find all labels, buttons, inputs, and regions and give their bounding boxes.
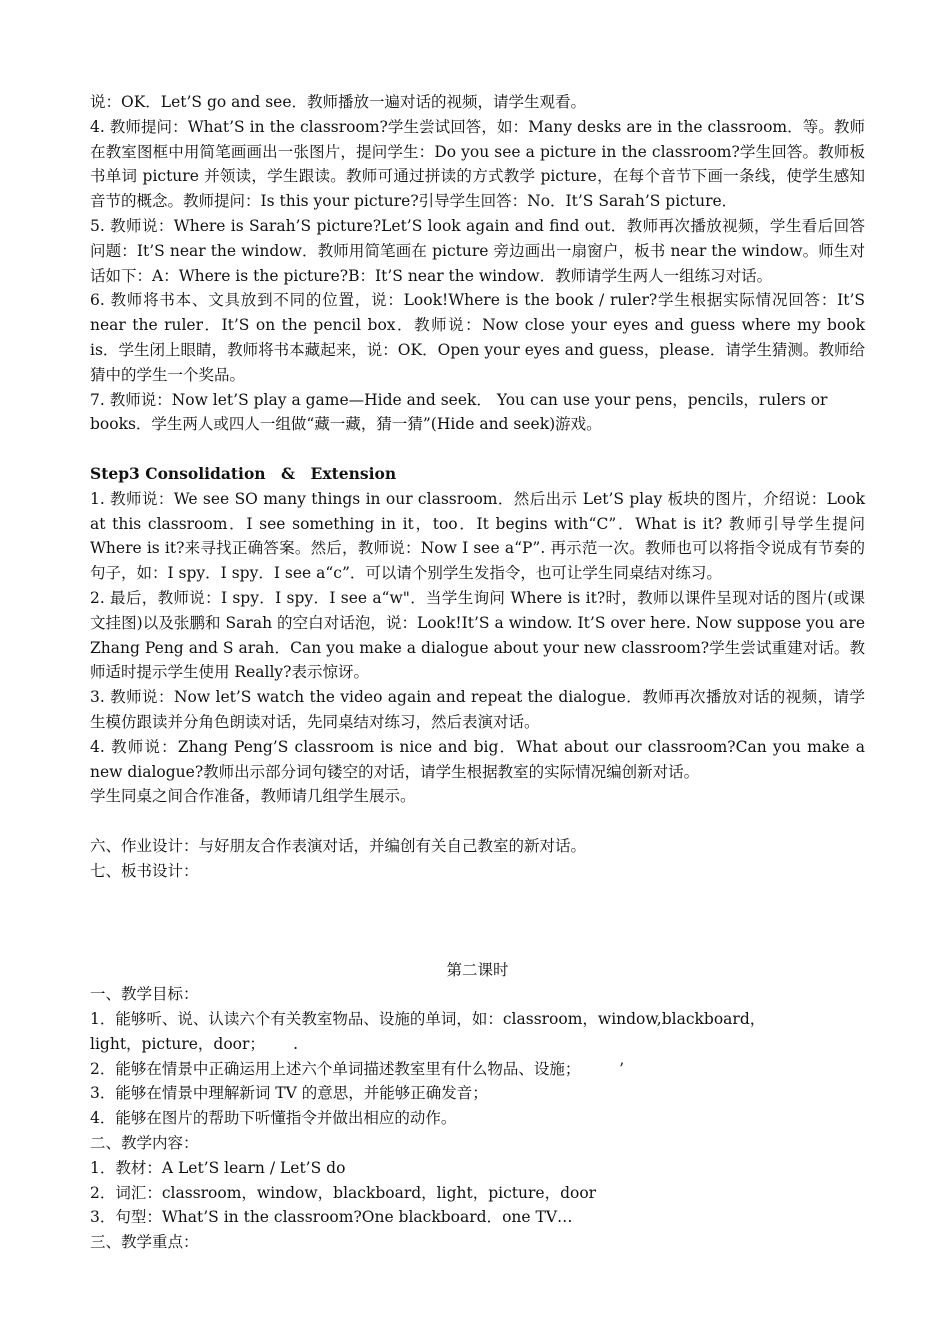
paragraph: 2．能够在情景中正确运用上述六个单词描述教室里有什么物品、设施； ’ [90,1059,625,1078]
paragraph: 2．词汇：classroom，window，blackboard，light，picture，door [90,1183,597,1202]
paragraph: 1．教材：A Let’S learn / Let’S do [90,1158,346,1177]
blank-line [90,437,865,462]
blank-line [90,809,865,834]
paragraph: 4. 教师说：Zhang Peng’S classroom is nice and big．What about our classroom?Can you make a new dialogue?教师出示部分词句镂空的对话，请学生根据教室的实际情况编创新对话。 [90,737,870,781]
paragraph: 2. 最后，教师说：I spy．I spy．I see a“w"．当学生询问 Where is it?时，教师以课件呈现对话的图片(或课文挂图)以及张鹏和 Sarah 的空白对话泡，说：Look!It’S a window. It’S over here. Now suppose you are Zhang Peng and S arah．Can you make a dialogue about your new classroom?学生尝试重建对话。教师适时提示学生使用 Really?表示惊讶。 [90,588,870,682]
paragraph: 7. 教师说：Now let’S play a game—Hide and seek． You can use your pens，pencils，rulers or [90,390,828,409]
blank-space [90,884,865,958]
paragraph: 3．能够在情景中理解新词 TV 的意思，并能够正确发音； [90,1084,488,1103]
paragraph: 5. 教师说：Where is Sarah’S picture?Let’S look again and find out．教师再次播放视频，学生看后回答问题：It’S near the window．教师用简笔画在 picture 旁边画出一扇窗户，板书 near the window。师生对话如下：A：Where is the picture?B：It’S near the window．教师请学生两人一组练习对话。 [90,216,865,285]
paragraph: 3. 教师说：Now let’S watch the video again and repeat the dialogue．教师再次播放对话的视频，请学生模仿跟读并分角色朗读对话，先同桌结对练习，然后表演对话。 [90,688,865,731]
step3-heading: Step3 Consolidation & Extension [90,463,397,483]
paragraph: 3．句型：What’S in the classroom?One blackboard．one TV… [90,1208,573,1227]
homework-line: 六、作业设计：与好朋友合作表演对话，并编创有关自己教室的新对话。 [90,836,587,855]
paragraph: 说：OK．Let’S go and see．教师播放一遍对话的视频，请学生观看。 [90,93,587,111]
document-page [90,90,870,1255]
paragraph: 一、教学目标： [90,985,199,1004]
paragraph: light，picture，door； . [90,1034,299,1053]
paragraph: 1. 教师说：We see SO many things in our classroom．然后出示 Let’S play 板块的图片，介绍说：Look at this classroom．I see something in it，too．It begins with“C”．What is it? 教师引导学生提问 Where is it?来寻找正确答案。然后，教师说：Now I see a“P”. 再示范一次。教师也可以将指令说成有节奏的句子，如：I spy．I spy．I see a“c”．可以请个别学生发指令，也可让学生同桌结对练习。 [90,489,870,583]
paragraph: 4. 教师提问：What’S in the classroom?学生尝试回答，如：Many desks are in the classroom．等。教师在教室图框中用简笔画画出一张图片，提问学生：Do you see a picture in the classroom?学生回答。教师板书单词 picture 并领读，学生跟读。教师可通过拼读的方式教学 picture，在每个音节下画一条线，使学生感知音节的概念。教师提问：Is this your picture?引导学生回答：No．It’S Sarah’S picture． [90,117,865,211]
paragraph: 6. 教师将书本、文具放到不同的位置，说：Look!Where is the book / ruler?学生根据实际情况回答：It’S near the ruler．It’S on the pencil box．教师说：Now close your eyes and guess where my book is．学生闭上眼睛，教师将书本藏起来，说：OK．Open your eyes and guess，please．请学生猜测。教师给猜中的学生一个奖品。 [90,291,870,384]
paragraph: 1．能够听、说、认读六个有关教室物品、设施的单词，如：classroom，window,blackboard， [90,1010,766,1029]
lesson-title: 第二课时 [446,960,509,979]
paragraph: 二、教学内容： [90,1134,199,1153]
paragraph: 学生同桌之间合作准备，教师请几组学生展示。 [90,787,416,806]
paragraph: books．学生两人或四人一组做“藏一藏，猜一猜”(Hide and seek)游戏。 [90,415,602,434]
paragraph: 三、教学重点： [90,1233,199,1252]
paragraph: 4．能够在图片的帮助下听懂指令并做出相应的动作。 [90,1109,457,1128]
board-design-line: 七、板书设计： [90,861,199,880]
